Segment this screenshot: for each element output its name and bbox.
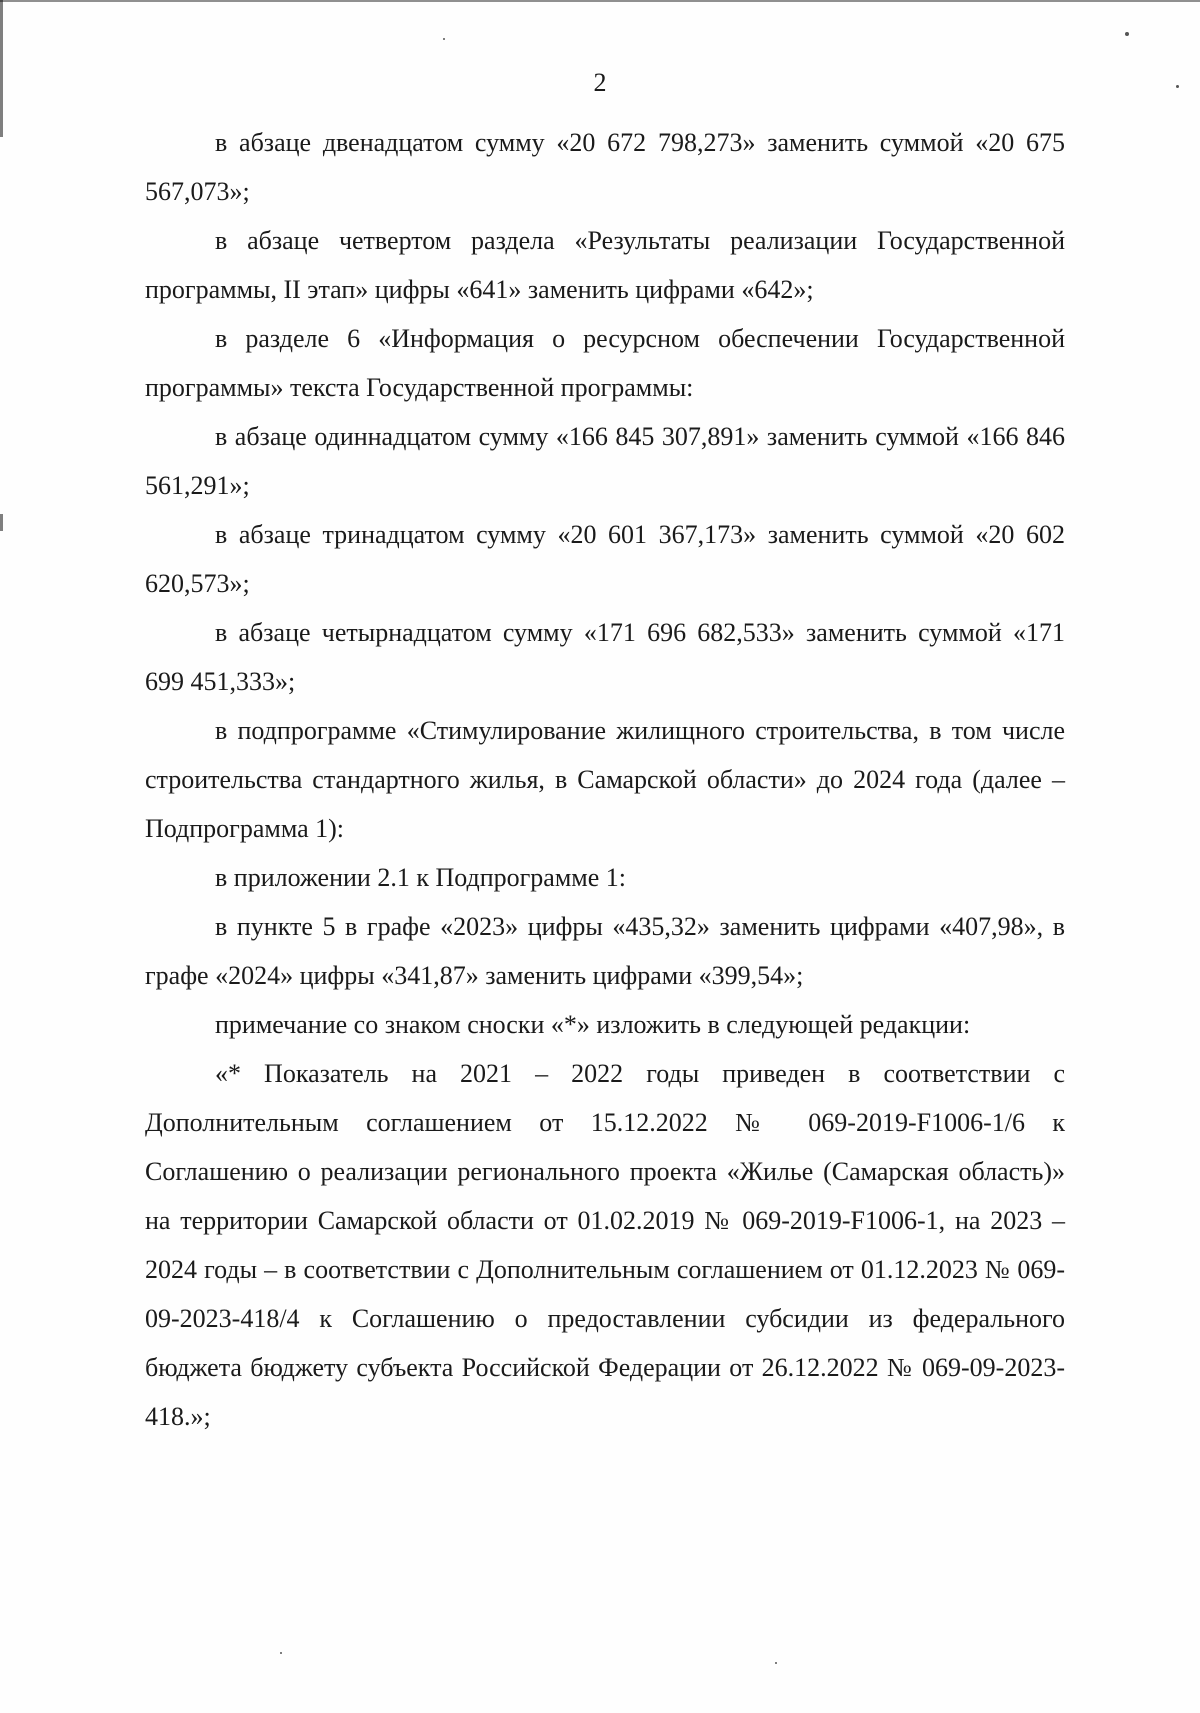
scan-speck	[775, 1662, 777, 1664]
paragraph-1: в абзаце двенадцатом сумму «20 672 798,273» заменить суммой «20 675 567,073»;	[145, 128, 1065, 206]
document-body	[145, 118, 1065, 1441]
scan-edge-left	[0, 0, 3, 1713]
scan-speck	[280, 1652, 282, 1654]
paragraph-9: в пункте 5 в графе «2023» цифры «435,32» заменить цифрами «407,98», в графе «2024» цифры «341,87» заменить цифрами «399,54»;	[145, 912, 1065, 990]
paragraph-11: «* Показатель на 2021 – 2022 годы приведен в соответствии с Дополнительным соглашением от 15.12.2022 № 069-2019-F1006-1/6 к Соглашению о реализации регионального проекта «Жилье (Самарская область)» на территории Самарской области от 01.02.2019 № 069-2019-F1006-1, на 2023 – 2024 годы – в соответствии с Дополнительным соглашением от 01.12.2023 № 069-09-2023-418/4 к Соглашению о предоставлении субсидии из федерального бюджета бюджету субъекта Российской Федерации от 26.12.2022 № 069-09-2023-418.»;	[145, 1059, 1065, 1431]
paragraph-7: в подпрограмме «Стимулирование жилищного строительства, в том числе строительства стандартного жилья, в Самарской области» до 2024 года (далее – Подпрограмма 1):	[145, 716, 1065, 843]
paragraph-4: в абзаце одиннадцатом сумму «166 845 307,891» заменить суммой «166 846 561,291»;	[145, 422, 1065, 500]
paragraph-6: в абзаце четырнадцатом сумму «171 696 682,533» заменить суммой «171 699 451,333»;	[145, 618, 1065, 696]
paragraph-3: в разделе 6 «Информация о ресурсном обеспечении Государственной программы» текста Государственной программы:	[145, 324, 1065, 402]
scan-speck	[443, 38, 445, 40]
page-number: 2	[593, 68, 607, 97]
scan-speck	[1125, 32, 1129, 36]
paragraph-10: примечание со знаком сноски «*» изложить в следующей редакции:	[215, 1010, 971, 1039]
paragraph-8: в приложении 2.1 к Подпрограмме 1:	[215, 863, 627, 892]
paragraph-5: в абзаце тринадцатом сумму «20 601 367,173» заменить суммой «20 602 620,573»;	[145, 520, 1065, 598]
paragraph-2: в абзаце четвертом раздела «Результаты реализации Государственной программы, II этап» цифры «641» заменить цифрами «642»;	[145, 226, 1065, 304]
scan-edge-top	[0, 0, 1200, 2]
scan-speck	[1176, 85, 1179, 88]
